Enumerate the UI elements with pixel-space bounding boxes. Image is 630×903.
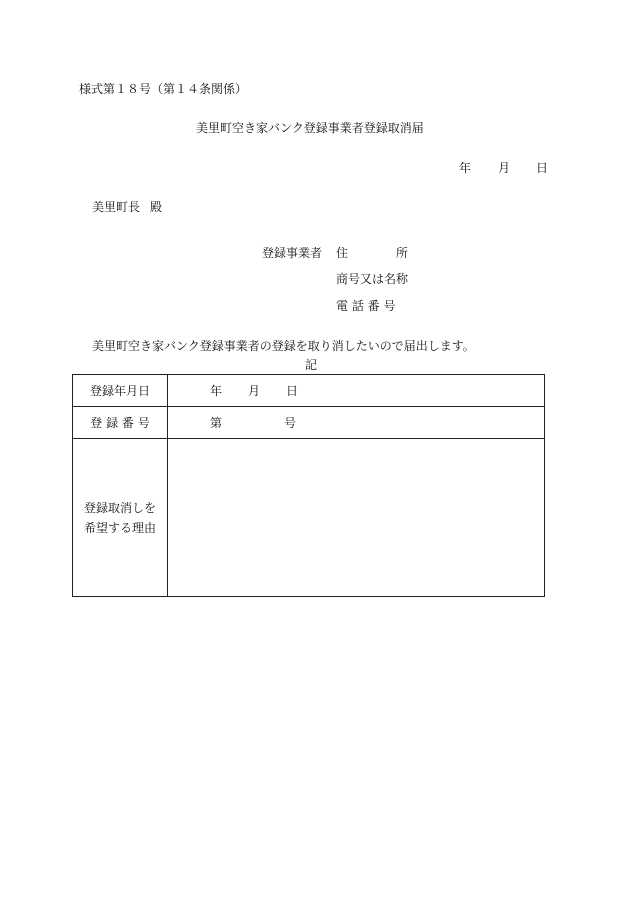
reg-date-field[interactable] — [168, 375, 545, 407]
registration-table — [72, 374, 545, 597]
addressee — [92, 200, 162, 214]
addressee-honorific: 殿 — [150, 200, 163, 214]
addressee-name: 美里町長 — [92, 200, 141, 214]
reg-date-month: 月 — [248, 384, 261, 398]
reason-label-line1: 登録取消しを — [83, 500, 156, 515]
date-month: 月 — [498, 161, 511, 175]
reg-date-year: 年 — [210, 384, 223, 398]
reg-date-day: 日 — [286, 384, 299, 398]
address-label: 住 所 — [336, 246, 409, 260]
reg-no-suffix: 号 — [284, 416, 297, 430]
submission-date — [459, 161, 548, 175]
date-year: 年 — [459, 161, 472, 175]
statement: 美里町空き家バンク登録事業者の登録を取り消したいので届出します。 — [92, 339, 475, 353]
table-row-reg-date — [73, 375, 545, 407]
reg-date-label: 登録年月日 — [73, 375, 168, 407]
table-row-reg-no — [73, 407, 545, 439]
reg-no-prefix: 第 — [210, 416, 223, 430]
reg-no-label: 登 録 番 号 — [73, 407, 168, 439]
form-number: 様式第１８号（第１４条関係） — [79, 82, 248, 96]
date-day: 日 — [536, 161, 549, 175]
table-row-reason — [73, 439, 545, 597]
reason-label-line2: 希望する理由 — [83, 520, 156, 535]
name-label: 商号又は名称 — [336, 272, 409, 286]
applicant-role: 登録事業者 — [262, 246, 323, 260]
form-title: 美里町空き家バンク登録事業者登録取消届 — [196, 121, 424, 135]
ki-heading: 記 — [305, 358, 318, 372]
phone-label: 電 話 番 号 — [336, 299, 396, 313]
reason-field[interactable] — [168, 439, 545, 597]
reg-no-field[interactable] — [168, 407, 545, 439]
reason-label — [73, 439, 168, 597]
